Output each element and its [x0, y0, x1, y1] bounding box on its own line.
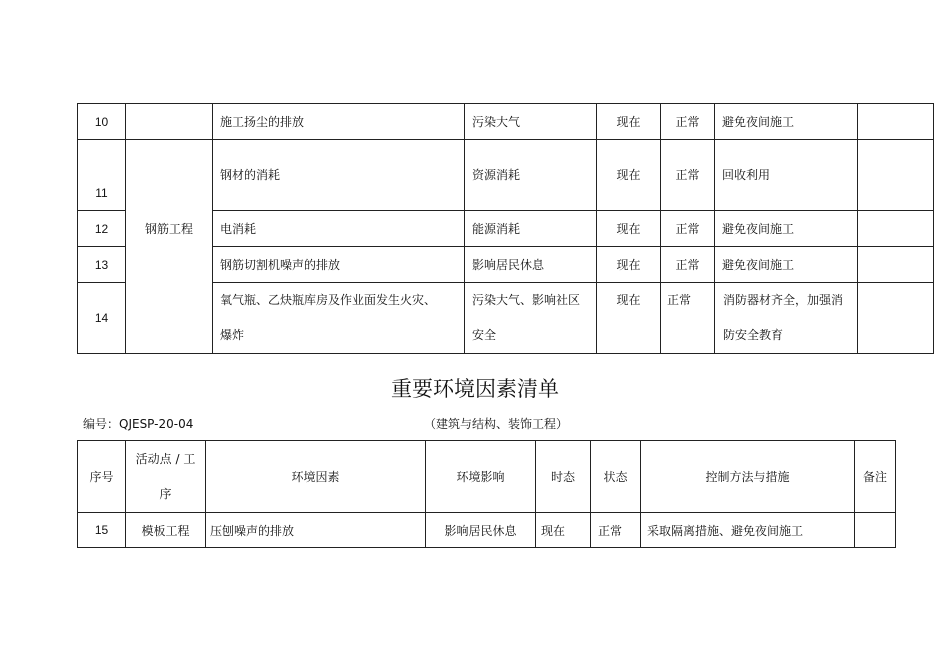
note-cell	[858, 283, 934, 354]
control-cell: 采取隔离措施、避免夜间施工	[641, 513, 855, 548]
row-number: 13	[78, 247, 126, 283]
note-cell	[855, 513, 896, 548]
note-cell	[858, 140, 934, 211]
table-row	[78, 513, 896, 548]
tense-cell: 现在	[597, 283, 661, 354]
factor-cell	[213, 283, 465, 354]
header-activity-line: 活动点 / 工	[135, 451, 196, 466]
state-cell: 正常	[591, 513, 641, 548]
row-number: 12	[78, 211, 126, 247]
header-activity-line: 序	[159, 486, 172, 501]
activity-cell	[126, 104, 213, 140]
factor-cell: 钢材的消耗	[213, 140, 465, 211]
state-cell: 正常	[661, 247, 715, 283]
note-cell	[858, 247, 934, 283]
tense-cell: 现在	[597, 104, 661, 140]
impact-cell: 资源消耗	[465, 140, 597, 211]
header-tense: 时态	[536, 441, 591, 513]
state-cell: 正常	[661, 211, 715, 247]
tense-cell: 现在	[536, 513, 591, 548]
note-cell	[858, 104, 934, 140]
control-line: 消防器材齐全，加强消	[723, 293, 844, 307]
factor-cell: 钢筋切割机噪声的排放	[213, 247, 465, 283]
header-factor: 环境因素	[206, 441, 426, 513]
header-state: 状态	[591, 441, 641, 513]
factor-cell: 电消耗	[213, 211, 465, 247]
table-row	[78, 104, 934, 140]
control-cell: 回收利用	[715, 140, 858, 211]
control-cell: 避免夜间施工	[715, 211, 858, 247]
state-cell: 正常	[661, 140, 715, 211]
control-cell: 避免夜间施工	[715, 247, 858, 283]
impact-cell: 影响居民休息	[465, 247, 597, 283]
row-number: 10	[78, 104, 126, 140]
impact-line: 安全	[472, 328, 497, 342]
header-note: 备注	[855, 441, 896, 513]
impact-cell: 能源消耗	[465, 211, 597, 247]
row-number: 11	[78, 140, 126, 211]
table-row	[78, 140, 934, 211]
document-scope: （建筑与结构、装饰工程）	[424, 417, 569, 431]
impact-line: 污染大气、影响社区	[472, 293, 581, 307]
document-code: 编号：QJESP-20-04	[83, 417, 194, 431]
factor-line: 氧气瓶、乙炔瓶库房及作业面发生火灾、	[220, 293, 437, 307]
tense-cell: 现在	[597, 140, 661, 211]
table-header-row	[78, 441, 896, 513]
impact-cell: 污染大气	[465, 104, 597, 140]
impact-cell	[465, 283, 597, 354]
state-cell: 正常	[661, 104, 715, 140]
control-cell	[715, 283, 858, 354]
control-line: 防安全教育	[723, 328, 784, 342]
row-number: 15	[78, 513, 126, 548]
header-control: 控制方法与措施	[641, 441, 855, 513]
note-cell	[858, 211, 934, 247]
control-cell: 避免夜间施工	[715, 104, 858, 140]
factor-cell: 施工扬尘的排放	[213, 104, 465, 140]
factor-line: 爆炸	[220, 328, 245, 342]
activity-cell: 模板工程	[126, 513, 206, 548]
state-cell: 正常	[661, 283, 715, 354]
tense-cell: 现在	[597, 211, 661, 247]
tense-cell: 现在	[597, 247, 661, 283]
activity-group-cell: 钢筋工程	[126, 140, 213, 354]
environment-factor-table-continued	[77, 103, 934, 354]
header-activity	[126, 441, 206, 513]
row-number: 14	[78, 283, 126, 354]
header-no: 序号	[78, 441, 126, 513]
impact-cell: 影响居民休息	[426, 513, 536, 548]
environment-factor-table	[77, 440, 896, 548]
header-impact: 环境影响	[426, 441, 536, 513]
factor-cell: 压刨噪声的排放	[206, 513, 426, 548]
page-title: 重要环境因素清单	[391, 377, 559, 401]
